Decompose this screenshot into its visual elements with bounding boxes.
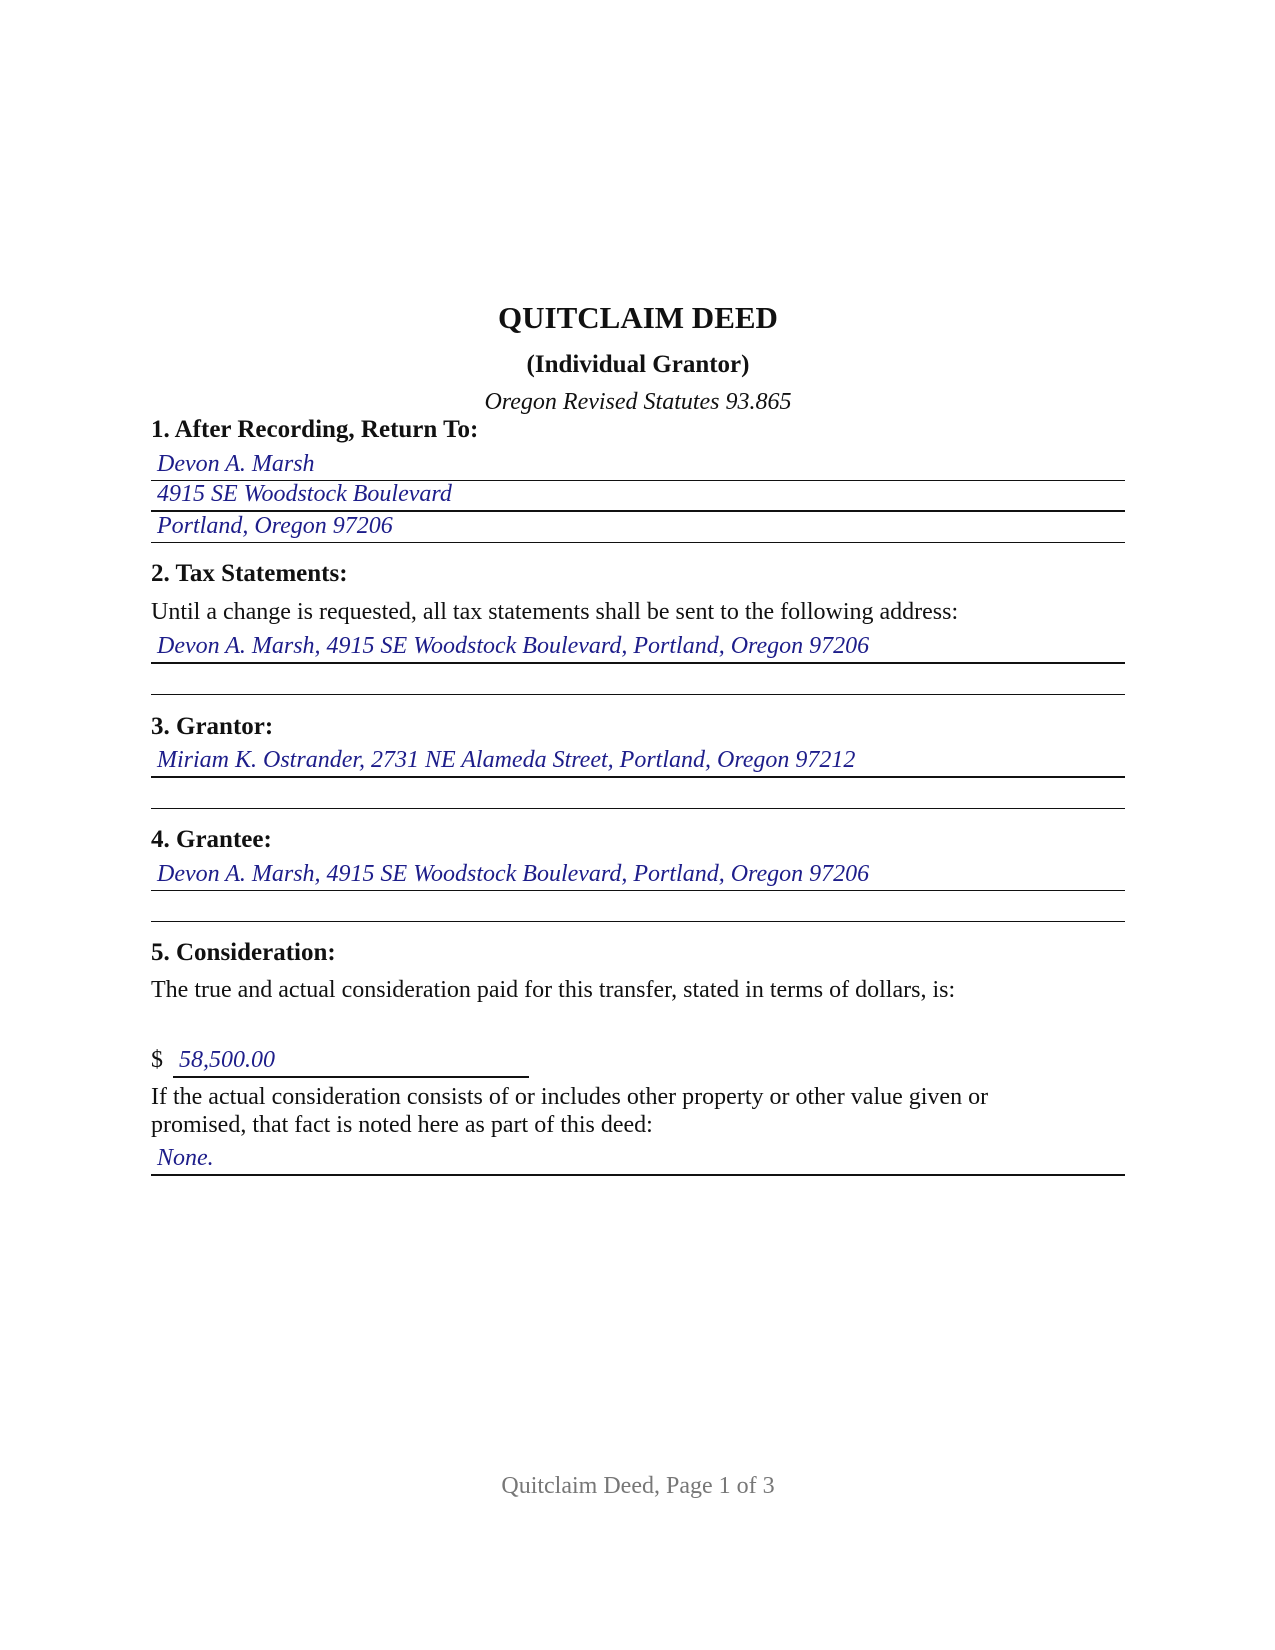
grantee-line-1[interactable]	[151, 860, 1125, 891]
other-value-line[interactable]	[151, 1145, 1125, 1176]
section-heading-return-to: 1. After Recording, Return To:	[151, 416, 479, 443]
page-footer: Quitclaim Deed, Page 1 of 3	[501, 1473, 775, 1499]
grantee-line-2[interactable]	[151, 891, 1125, 922]
return-to-name-line[interactable]	[151, 450, 1125, 481]
return-to-street-line[interactable]	[151, 481, 1125, 512]
tax-address-line-2[interactable]	[151, 664, 1125, 695]
grantor-text: Miriam K. Ostrander, 2731 NE Alameda Street, Portland, Oregon 97212	[157, 747, 856, 773]
return-to-name: Devon A. Marsh	[157, 451, 315, 477]
tax-address-text: Devon A. Marsh, 4915 SE Woodstock Boulevard, Portland, Oregon 97206	[157, 633, 870, 659]
grantor-line-1[interactable]	[151, 747, 1125, 778]
deed-page	[151, 0, 1125, 1650]
document-title: QUITCLAIM DEED	[498, 300, 778, 335]
consideration-amount: 58,500.00	[179, 1047, 275, 1073]
tax-address-line-1[interactable]	[151, 633, 1125, 664]
consideration-statement: The true and actual consideration paid for this transfer, stated in terms of dollars, is:	[151, 977, 956, 1003]
other-value-text: None.	[157, 1145, 214, 1171]
section-heading-grantee: 4. Grantee:	[151, 826, 272, 853]
grantor-line-2[interactable]	[151, 778, 1125, 809]
document-subtitle: (Individual Grantor)	[526, 351, 750, 378]
consideration-amount-field[interactable]	[173, 1044, 529, 1078]
tax-statements-instruction: Until a change is requested, all tax statements shall be sent to the following address:	[151, 599, 959, 625]
section-heading-consideration: 5. Consideration:	[151, 939, 336, 966]
other-value-note: If the actual consideration consists of or includes other property or other value given or promised, that fact is noted here as part of this deed:	[151, 1084, 989, 1138]
return-to-street: 4915 SE Woodstock Boulevard	[157, 481, 452, 507]
section-heading-tax-statements: 2. Tax Statements:	[151, 560, 348, 587]
statute-reference: Oregon Revised Statutes 93.865	[484, 389, 792, 415]
grantee-text: Devon A. Marsh, 4915 SE Woodstock Boulevard, Portland, Oregon 97206	[157, 861, 870, 887]
currency-symbol: $	[151, 1047, 163, 1073]
section-heading-grantor: 3. Grantor:	[151, 713, 274, 740]
return-to-city-line[interactable]	[151, 512, 1125, 543]
return-to-city: Portland, Oregon 97206	[157, 513, 393, 539]
